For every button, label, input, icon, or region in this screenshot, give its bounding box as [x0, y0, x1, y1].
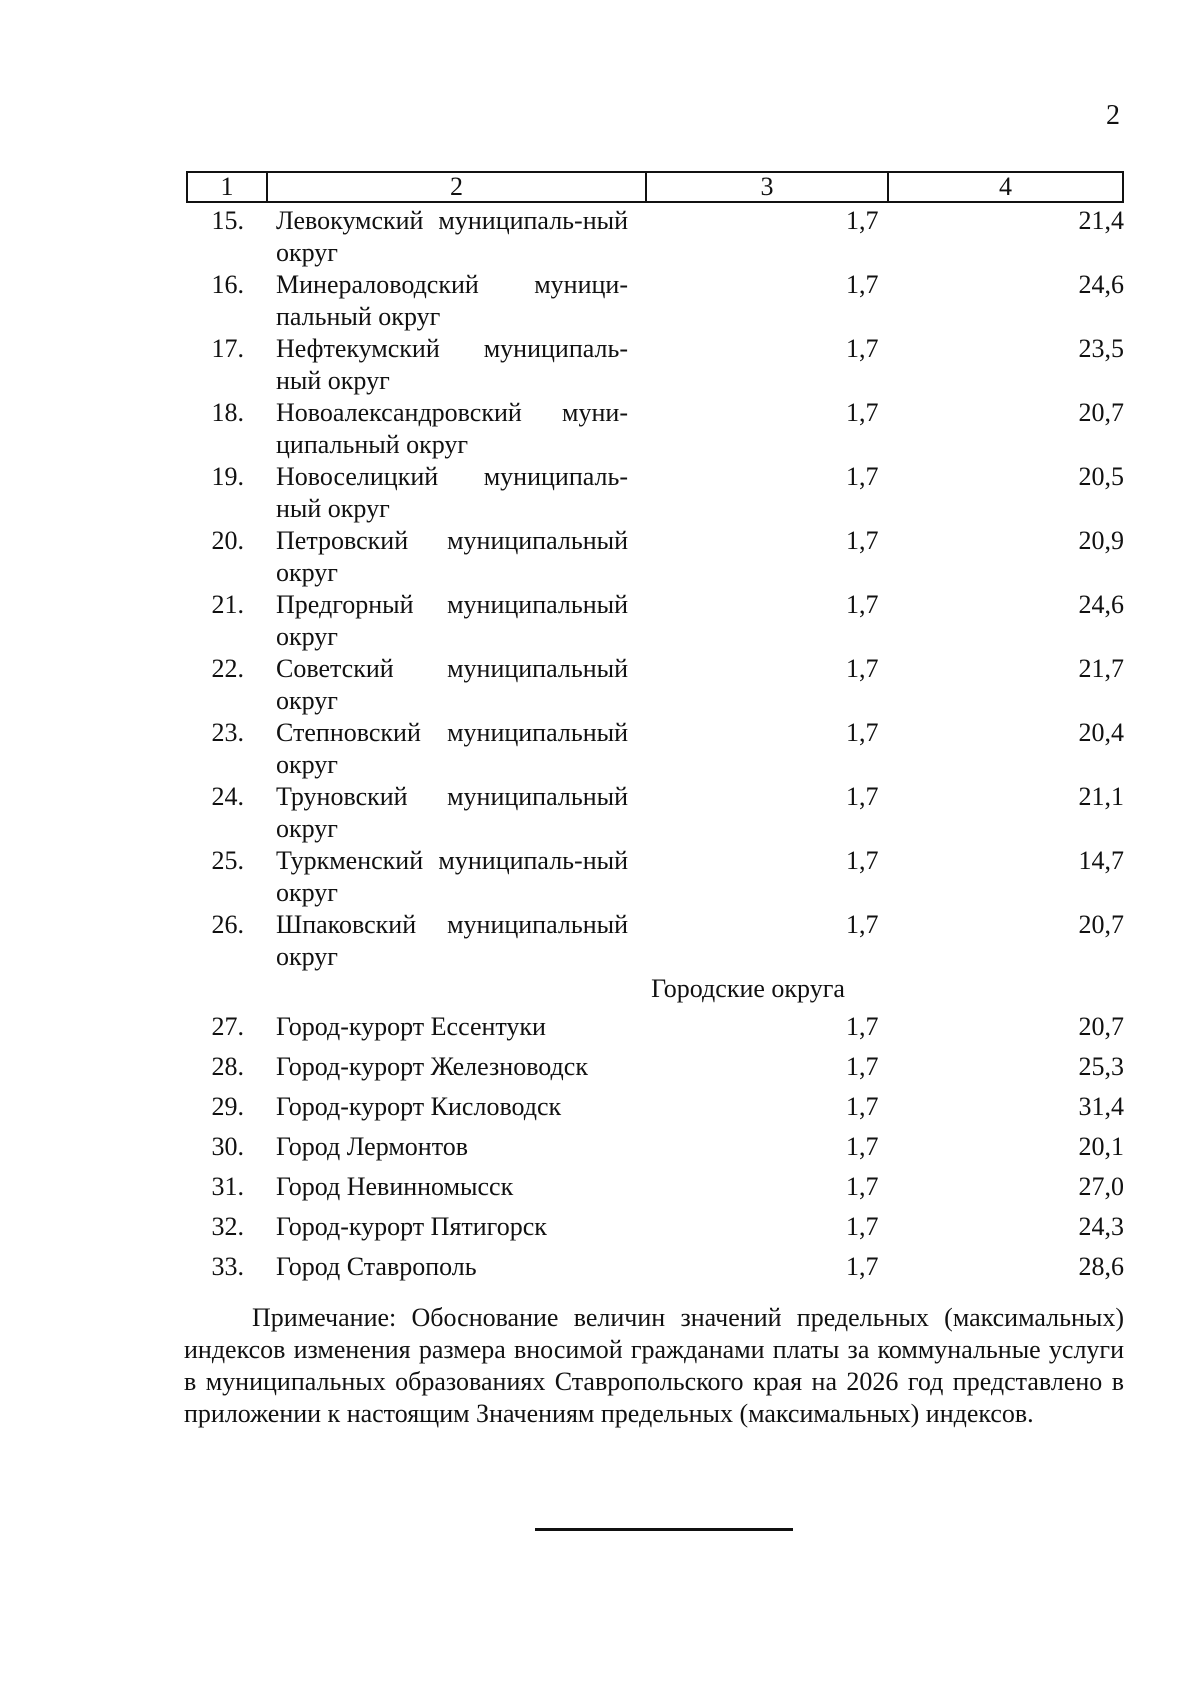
row-number: 19.	[211, 462, 244, 491]
row-col4: 21,4	[1078, 206, 1124, 235]
row-col3: 1,7	[846, 206, 879, 235]
table-row	[186, 907, 1124, 971]
row-col3: 1,7	[846, 1212, 879, 1241]
row-number: 15.	[211, 206, 244, 235]
row-name: Город Лермонтов	[276, 1132, 468, 1161]
row-col3: 1,7	[846, 590, 879, 619]
table-row	[186, 1009, 1124, 1049]
table-row	[186, 779, 1124, 843]
row-name: Петровский муниципальный округ	[276, 526, 628, 587]
row-name: Город Невинномысск	[276, 1172, 514, 1201]
row-number: 18.	[211, 398, 244, 427]
table-row	[186, 203, 1124, 267]
row-col4: 20,4	[1078, 718, 1124, 747]
row-col4: 25,3	[1078, 1052, 1124, 1081]
row-col3: 1,7	[846, 910, 879, 939]
table-row	[186, 459, 1124, 523]
row-number: 29.	[211, 1092, 244, 1121]
row-number: 30.	[211, 1132, 244, 1161]
row-name: Степновский муниципальный округ	[276, 718, 628, 779]
row-col3: 1,7	[846, 1132, 879, 1161]
row-name: Минераловодский муници-пальный округ	[276, 270, 628, 331]
row-name: Шпаковский муниципальный округ	[276, 910, 628, 971]
table-row	[186, 523, 1124, 587]
row-col4: 21,7	[1078, 654, 1124, 683]
table-row	[186, 1049, 1124, 1089]
header-cell-3: 3	[645, 173, 887, 201]
row-col3: 1,7	[846, 782, 879, 811]
table-row	[186, 843, 1124, 907]
row-number: 27.	[211, 1012, 244, 1041]
row-col4: 23,5	[1078, 334, 1124, 363]
row-col3: 1,7	[846, 654, 879, 683]
row-col3: 1,7	[846, 526, 879, 555]
row-col3: 1,7	[846, 718, 879, 747]
row-number: 21.	[211, 590, 244, 619]
table-row	[186, 267, 1124, 331]
row-name: Город-курорт Кисловодск	[276, 1092, 562, 1121]
table-header	[186, 171, 1124, 203]
row-col4: 20,5	[1078, 462, 1124, 491]
row-name: Труновский муниципальный округ	[276, 782, 628, 843]
row-name: Новоселицкий муниципаль-ный округ	[276, 462, 628, 523]
row-number: 31.	[211, 1172, 244, 1201]
table-row	[186, 331, 1124, 395]
table-row	[186, 1089, 1124, 1129]
table-row	[186, 1249, 1124, 1289]
row-number: 20.	[211, 526, 244, 555]
page-number: 2	[1106, 100, 1120, 131]
row-col4: 31,4	[1078, 1092, 1124, 1121]
row-name: Левокумский муниципаль-ный округ	[276, 206, 628, 267]
row-name: Город Ставрополь	[276, 1252, 477, 1281]
row-col4: 20,1	[1078, 1132, 1124, 1161]
row-col4: 24,6	[1078, 270, 1124, 299]
table-row	[186, 715, 1124, 779]
row-number: 24.	[211, 782, 244, 811]
row-number: 26.	[211, 910, 244, 939]
row-name: Нефтекумский муниципаль-ный округ	[276, 334, 628, 395]
row-number: 16.	[211, 270, 244, 299]
row-col4: 20,9	[1078, 526, 1124, 555]
row-col3: 1,7	[846, 1052, 879, 1081]
row-col4: 20,7	[1078, 910, 1124, 939]
row-number: 23.	[211, 718, 244, 747]
table-row	[186, 1209, 1124, 1249]
row-number: 17.	[211, 334, 244, 363]
table-row	[186, 395, 1124, 459]
row-name: Предгорный муниципальный округ	[276, 590, 628, 651]
row-number: 28.	[211, 1052, 244, 1081]
row-name: Город-курорт Железноводск	[276, 1052, 588, 1081]
row-number: 25.	[211, 846, 244, 875]
header-cell-1: 1	[220, 172, 234, 201]
row-name: Новоалександровский муни-ципальный округ	[276, 398, 628, 459]
table-body	[186, 203, 1124, 1289]
row-col4: 27,0	[1078, 1172, 1124, 1201]
table-row	[186, 1169, 1124, 1209]
row-number: 22.	[211, 654, 244, 683]
row-name: Город-курорт Пятигорск	[276, 1212, 547, 1241]
row-col3: 1,7	[846, 334, 879, 363]
section-title: Городские округа	[651, 974, 845, 1003]
row-col4: 24,3	[1078, 1212, 1124, 1241]
row-col4: 24,6	[1078, 590, 1124, 619]
row-number: 33.	[211, 1252, 244, 1281]
row-col3: 1,7	[846, 1012, 879, 1041]
section-header-row	[186, 971, 1124, 1009]
table-row	[186, 651, 1124, 715]
row-col4: 14,7	[1078, 846, 1124, 875]
row-col3: 1,7	[846, 1172, 879, 1201]
header-cell-2: 2	[266, 173, 645, 201]
row-col3: 1,7	[846, 398, 879, 427]
row-number: 32.	[211, 1212, 244, 1241]
footnote-paragraph: Примечание: Обоснование величин значений предельных (максимальных) индексов изменения размера вносимой гражданами платы за коммунальные услуги в муниципальных образованиях Ставропольского края на 2026 год представлено в приложении к настоящим Значениям предельных (максимальных) индексов.	[184, 1303, 1124, 1428]
row-col4: 20,7	[1078, 398, 1124, 427]
row-col4: 20,7	[1078, 1012, 1124, 1041]
row-col4: 28,6	[1078, 1252, 1124, 1281]
row-name: Туркменский муниципаль-ный округ	[276, 846, 628, 907]
end-of-document-rule	[535, 1528, 793, 1531]
row-col3: 1,7	[846, 1092, 879, 1121]
row-name: Город-курорт Ессентуки	[276, 1012, 546, 1041]
table-row	[186, 1129, 1124, 1169]
row-col4: 21,1	[1078, 782, 1124, 811]
row-col3: 1,7	[846, 462, 879, 491]
header-cell-4: 4	[887, 173, 1122, 201]
row-col3: 1,7	[846, 846, 879, 875]
row-col3: 1,7	[846, 270, 879, 299]
table-row	[186, 587, 1124, 651]
row-name: Советский муниципальный округ	[276, 654, 628, 715]
row-col3: 1,7	[846, 1252, 879, 1281]
